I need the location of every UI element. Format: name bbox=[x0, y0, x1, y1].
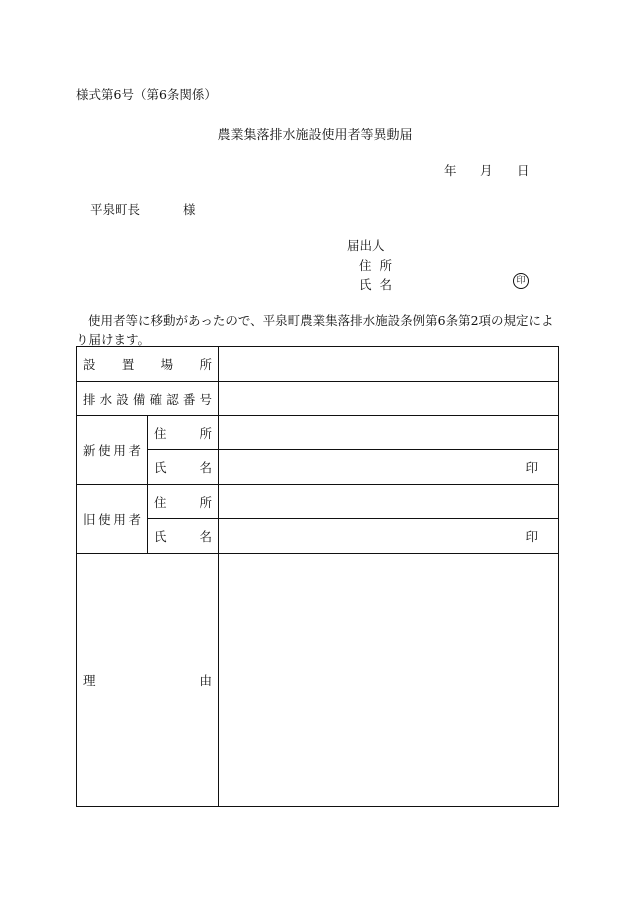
form-number: 様式第6号（第6条関係） bbox=[76, 87, 217, 102]
page-title: 農業集落排水施設使用者等異動届 bbox=[217, 128, 413, 143]
old-user-name-label: 氏名 bbox=[148, 519, 219, 554]
new-user-address-label: 住所 bbox=[148, 416, 219, 450]
date-month-label: 月 bbox=[480, 163, 493, 178]
old-user-address-label: 住所 bbox=[148, 485, 219, 519]
installation-location-field[interactable] bbox=[219, 347, 559, 382]
new-user-name-field[interactable] bbox=[219, 450, 559, 485]
seal-icon: 印 bbox=[513, 273, 529, 289]
statement-text: 使用者等に移動があったので、平泉町農業集落排水施設条例第6条第2項の規定により届けます。 bbox=[76, 313, 554, 347]
table-row-reason bbox=[77, 554, 559, 807]
table-row-location bbox=[77, 347, 559, 382]
applicant-name-label: 氏名 bbox=[359, 277, 401, 292]
old-user-name-field[interactable] bbox=[219, 519, 559, 554]
installation-location-label: 設置場所 bbox=[77, 347, 219, 382]
table-row-new-address bbox=[77, 416, 559, 450]
recipient-name: 平泉町長 bbox=[90, 202, 141, 217]
new-user-name-label: 氏名 bbox=[148, 450, 219, 485]
reason-label-left: 理 bbox=[83, 673, 96, 688]
table-row-old-name bbox=[77, 519, 559, 554]
date-day-label: 日 bbox=[517, 163, 530, 178]
table-row-old-address bbox=[77, 485, 559, 519]
drainage-confirmation-number-field[interactable] bbox=[219, 382, 559, 416]
applicant-address-label: 住所 bbox=[359, 258, 401, 273]
old-user-label: 旧使用者 bbox=[77, 485, 148, 554]
new-user-seal: 印 bbox=[525, 460, 539, 475]
reason-label-right: 由 bbox=[199, 673, 213, 688]
reason-label bbox=[77, 554, 219, 807]
table-row-confirmation bbox=[77, 382, 559, 416]
reason-field[interactable] bbox=[219, 554, 559, 807]
recipient-honorific: 様 bbox=[183, 202, 196, 217]
old-user-seal: 印 bbox=[525, 529, 539, 544]
date-year-label: 年 bbox=[444, 163, 457, 178]
new-user-address-field[interactable] bbox=[219, 416, 559, 450]
old-user-address-field[interactable] bbox=[219, 485, 559, 519]
table-row-new-name bbox=[77, 450, 559, 485]
change-form-table bbox=[76, 346, 559, 807]
applicant-label: 届出人 bbox=[347, 238, 385, 253]
drainage-confirmation-number-label: 排水設備確認番号 bbox=[77, 382, 219, 416]
new-user-label: 新使用者 bbox=[77, 416, 148, 485]
